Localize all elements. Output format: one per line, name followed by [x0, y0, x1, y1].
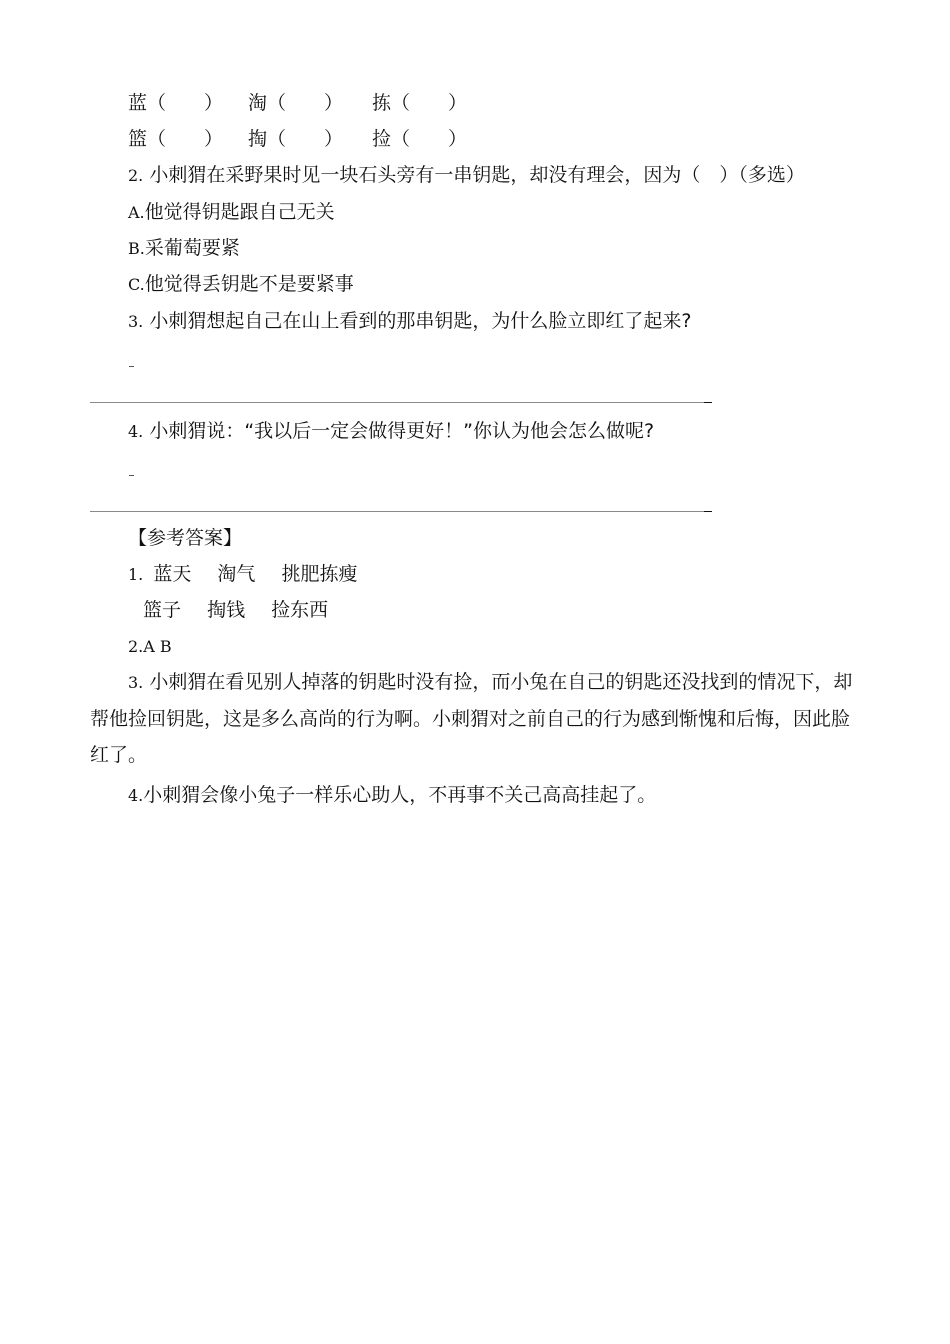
answer-1-word: 篮子 — [143, 599, 182, 621]
answers-heading: 【参考答案】 — [128, 527, 243, 549]
answer-1-word: 掏钱 — [207, 599, 246, 621]
answer-line-start-mark — [129, 366, 134, 367]
answer-1-word: 捡东西 — [271, 599, 329, 621]
answer-1-word: 淘气 — [217, 563, 256, 585]
answer-1-number: 1. — [128, 565, 144, 584]
question-3-number: 3. — [128, 312, 144, 331]
answer-line-q4 — [90, 511, 710, 512]
question-2-option-b — [128, 235, 240, 262]
question-4 — [128, 418, 654, 445]
q1-item-lan: 蓝（ ） — [128, 92, 224, 114]
answer-3-text: 小刺猬在看见别人掉落的钥匙时没有捡，而小兔在自己的钥匙还没找到的情况下，却帮他捡回钥匙，这是多么高尚的行为啊。小刺猬对之前自己的行为感到惭愧和后悔，因此脸红了。 — [90, 671, 853, 766]
question-4-text: 小刺猬说：“我以后一定会做得更好！”你认为他会怎么做呢? — [149, 420, 655, 442]
question-2 — [128, 162, 805, 189]
question-2-text: 小刺猬在采野果时见一块石头旁有一串钥匙，却没有理会，因为（ ）（多选） — [149, 164, 805, 186]
answer-2: 2.A B — [128, 637, 172, 656]
question-2-option-a — [128, 199, 335, 226]
answer-line-end-mark — [704, 402, 712, 403]
answer-line-start-mark — [129, 475, 134, 476]
answer-4 — [128, 782, 656, 809]
q1-item-jian: 拣（ ） — [372, 92, 468, 114]
q1-item-tao-dig: 掏（ ） — [248, 128, 344, 150]
option-letter: A. — [128, 203, 145, 222]
answer-line-q3 — [90, 402, 710, 403]
question-4-number: 4. — [128, 422, 144, 441]
answer-line-end-mark — [704, 511, 712, 512]
q1-item-jian-pick: 捡（ ） — [372, 128, 468, 150]
answer-3-number: 3. — [128, 673, 144, 692]
answer-3 — [90, 664, 862, 773]
question-2-option-c — [128, 271, 354, 298]
q1-item-tao: 淘（ ） — [248, 92, 344, 114]
option-letter: C. — [128, 275, 145, 294]
question-3-text: 小刺猬想起自己在山上看到的那串钥匙，为什么脸立即红了起来? — [149, 310, 692, 332]
q1-item-lan-basket: 篮（ ） — [128, 128, 224, 150]
option-text: 他觉得钥匙跟自己无关 — [144, 201, 335, 223]
answer-1-row-1 — [128, 561, 357, 588]
question-2-number: 2. — [128, 166, 144, 185]
option-letter: B. — [128, 239, 145, 258]
option-text: 他觉得丢钥匙不是要紧事 — [144, 273, 354, 295]
answer-1-word: 挑肥拣瘦 — [281, 563, 358, 585]
answer-4-text: 小刺猬会像小兔子一样乐心助人，不再事不关己高高挂起了。 — [143, 784, 657, 806]
answer-4-number: 4. — [128, 786, 144, 805]
option-text: 采葡萄要紧 — [144, 237, 240, 259]
answer-1-row-2 — [143, 597, 328, 623]
answer-1-word: 蓝天 — [153, 563, 192, 585]
question-3 — [128, 308, 691, 335]
